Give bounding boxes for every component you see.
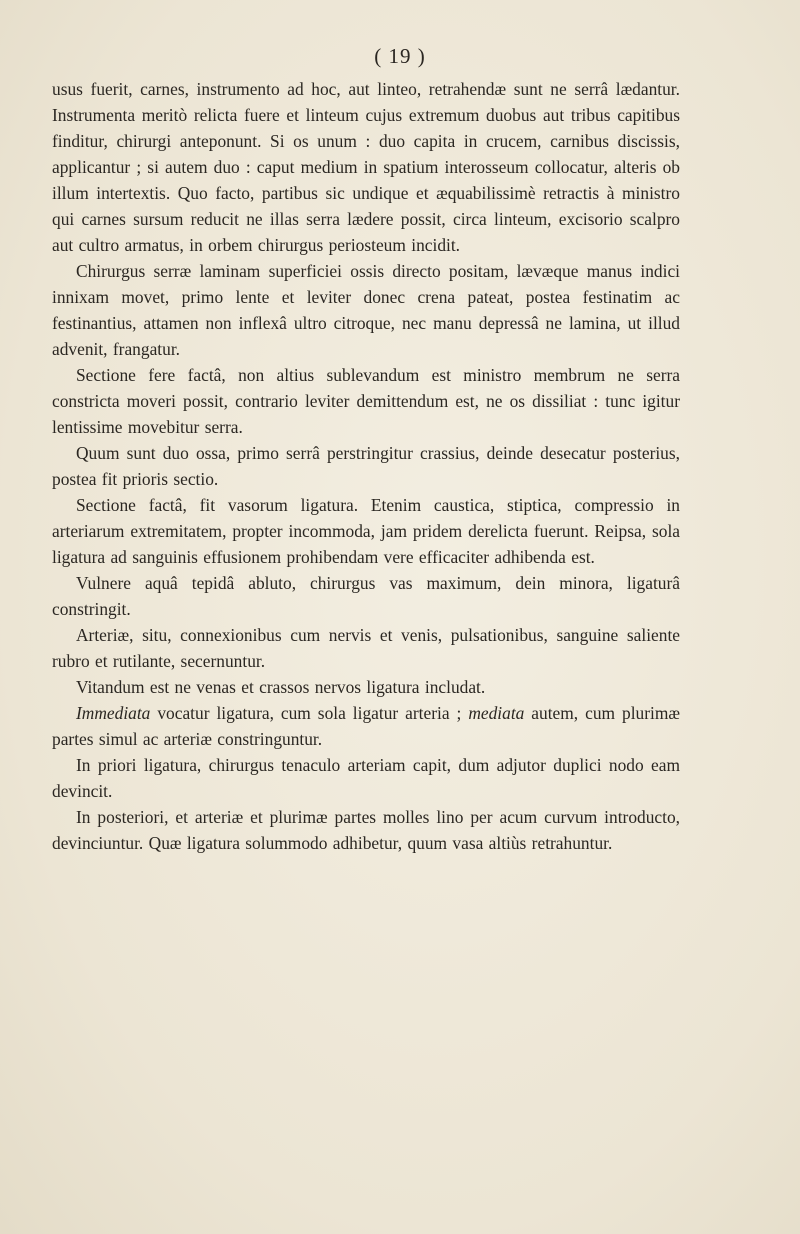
page-number: ( 19 ): [374, 44, 426, 68]
term-mediata: mediata: [468, 703, 525, 723]
paragraph-text: autem, cum plurimæ partes simul ac arteriæ constringuntur.: [52, 703, 680, 749]
paragraph: Sectione factâ, fit vasorum ligatura. Etenim caustica, stiptica, compressio in arteriarum extremitatem, propter incommoda, jam pridem derelicta fuerunt. Reipsa, sola ligatura ad sanguinis effusionem prohibendam vere efficaciter adhibenda est.: [52, 495, 680, 567]
paragraph: Chirurgus serræ laminam superficiei ossis directo positam, lævæque manus indici innixam movet, primo lente et leviter donec crena pateat, postea festinatim ac festinantius, attamen non inflexâ ultro citroque, nec manu depressâ ne lamina, ut illud advenit, frangatur.: [52, 261, 680, 359]
term-immediata: Immediata: [76, 703, 151, 723]
paragraph-immediata: [52, 700, 680, 752]
paragraph: In posteriori, et arteriæ et plurimæ partes molles lino per acum curvum introducto, devinciuntur. Quæ ligatura solummodo adhibetur, quum vasa altiùs retrahuntur.: [52, 807, 680, 853]
paragraph: In priori ligatura, chirurgus tenaculo arteriam capit, dum adjutor duplici nodo eam devincit.: [52, 755, 680, 801]
paragraph-text: vocatur ligatura, cum sola ligatur arteria ;: [150, 703, 469, 723]
paragraph: Vitandum est ne venas et crassos nervos ligatura includat.: [76, 677, 486, 697]
paragraph: Quum sunt duo ossa, primo serrâ perstringitur crassius, deinde desecatur posterius, postea fit prioris sectio.: [52, 443, 680, 489]
paragraph: Vulnere aquâ tepidâ abluto, chirurgus vas maximum, dein minora, ligaturâ constringit.: [52, 573, 680, 619]
page-body: [52, 76, 680, 856]
paragraph: usus fuerit, carnes, instrumento ad hoc, aut linteo, retrahendæ sunt ne serrâ lædantur. Instrumenta meritò relicta fuere et linteum cujus extremum duobus aut tribus capitibus finditur, chirurgi anteponunt. Si os unum : duo capita in crucem, carnibus discissis, applicantur ; si autem duo : caput medium in spatium interosseum collocatur, alteris ob illum intertextis. Quo facto, partibus sic undique et æquabilissimè retractis à ministro qui carnes sursum reducit ne illas serra lædere possit, circa linteum, excisorio scalpro aut cultro armatus, in orbem chirurgus periosteum incidit.: [52, 79, 680, 255]
paragraph: Sectione fere factâ, non altius sublevandum est ministro membrum ne serra constricta moveri possit, contrario leviter demittendum est, ne os dissiliat : tunc igitur lentissime movebitur serra.: [52, 365, 680, 437]
paragraph: Arteriæ, situ, connexionibus cum nervis et venis, pulsationibus, sanguine saliente rubro et rutilante, secernuntur.: [52, 625, 680, 671]
